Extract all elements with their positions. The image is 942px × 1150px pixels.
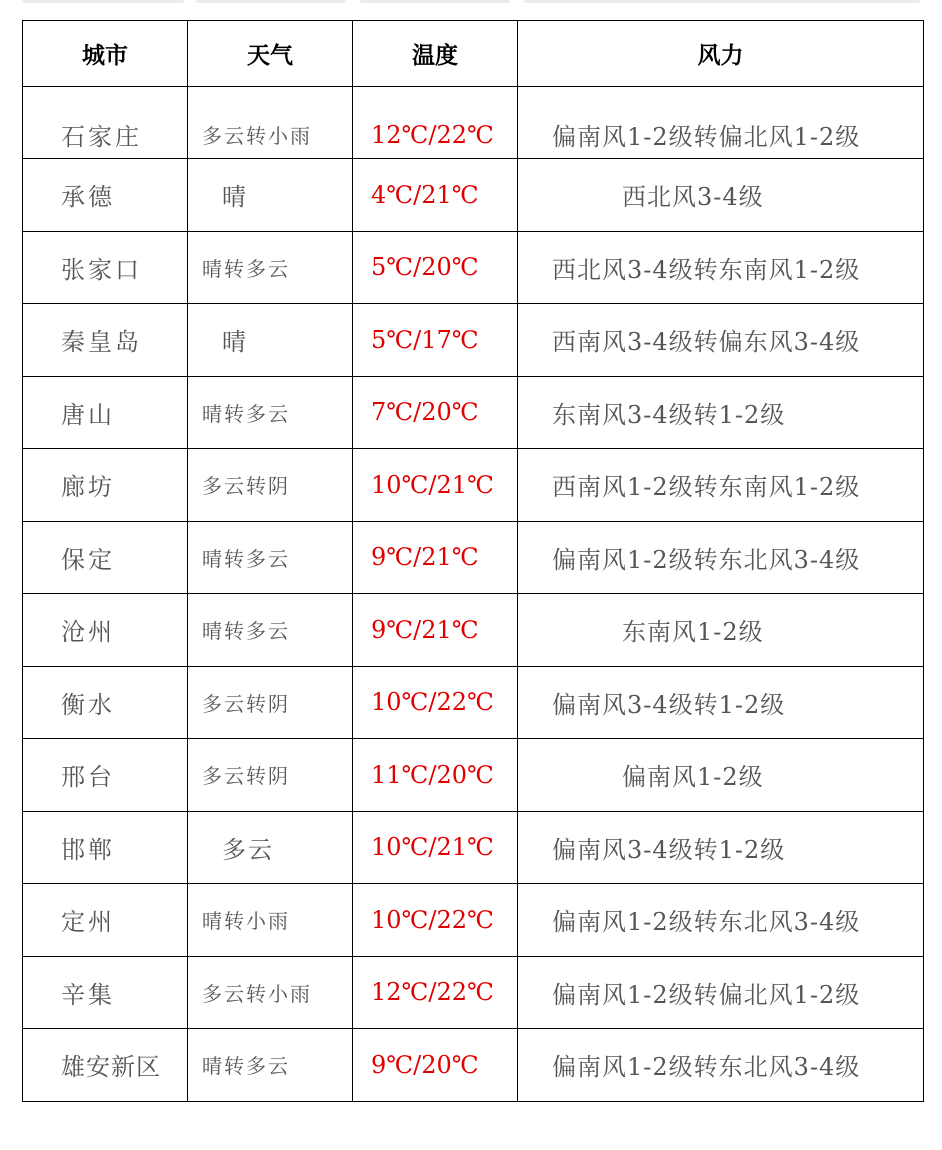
header-wind: 风力 [518,21,924,87]
wind-cell: 偏南风1-2级转偏北风1-2级 [518,87,924,159]
temperature-cell: 9℃/21℃ [353,521,518,594]
city-cell: 保定 [23,521,188,594]
wind-cell: 偏南风3-4级转1-2级 [518,811,924,884]
city-cell: 石家庄 [23,87,188,159]
city-cell: 承德 [23,159,188,232]
table-row [23,666,924,739]
temperature-cell: 9℃/20℃ [353,1029,518,1102]
city-cell: 唐山 [23,376,188,449]
table-row [23,87,924,159]
temperature-cell: 10℃/21℃ [353,811,518,884]
wind-cell: 西北风3-4级 [518,159,924,232]
city-cell: 辛集 [23,956,188,1029]
weather-cell: 多云转小雨 [188,956,353,1029]
weather-cell: 晴转多云 [188,231,353,304]
city-cell: 沧州 [23,594,188,667]
weather-cell: 晴 [188,304,353,377]
wind-cell: 偏南风3-4级转1-2级 [518,666,924,739]
table-row [23,811,924,884]
city-cell: 衡水 [23,666,188,739]
weather-cell: 多云转阴 [188,666,353,739]
temperature-cell: 10℃/21℃ [353,449,518,522]
table-row [23,739,924,812]
table-row [23,956,924,1029]
wind-cell: 偏南风1-2级转偏北风1-2级 [518,956,924,1029]
header-weather: 天气 [188,21,353,87]
wind-cell: 东南风1-2级 [518,594,924,667]
city-cell: 秦皇岛 [23,304,188,377]
weather-cell: 多云转阴 [188,449,353,522]
wind-cell: 偏南风1-2级转东北风3-4级 [518,884,924,957]
temperature-cell: 12℃/22℃ [353,956,518,1029]
table-row [23,159,924,232]
temperature-cell: 10℃/22℃ [353,884,518,957]
weather-cell: 晴转多云 [188,1029,353,1102]
city-cell: 定州 [23,884,188,957]
weather-cell: 晴转多云 [188,376,353,449]
wind-cell: 偏南风1-2级转东北风3-4级 [518,1029,924,1102]
temperature-cell: 5℃/17℃ [353,304,518,377]
header-city: 城市 [23,21,188,87]
table-row [23,594,924,667]
temperature-cell: 4℃/21℃ [353,159,518,232]
table-row [23,884,924,957]
weather-cell: 多云 [188,811,353,884]
city-cell: 廊坊 [23,449,188,522]
weather-forecast-table [22,20,924,1102]
wind-cell: 偏南风1-2级 [518,739,924,812]
temperature-cell: 9℃/21℃ [353,594,518,667]
temperature-cell: 10℃/22℃ [353,666,518,739]
wind-cell: 偏南风1-2级转东北风3-4级 [518,521,924,594]
temperature-cell: 7℃/20℃ [353,376,518,449]
table-row [23,449,924,522]
table-row [23,304,924,377]
weather-cell: 晴转多云 [188,521,353,594]
table-row [23,376,924,449]
temperature-cell: 11℃/20℃ [353,739,518,812]
table-row [23,521,924,594]
table-row [23,1029,924,1102]
wind-cell: 西北风3-4级转东南风1-2级 [518,231,924,304]
city-cell: 邯郸 [23,811,188,884]
temperature-cell: 12℃/22℃ [353,87,518,159]
table-header-row [23,21,924,87]
header-temperature: 温度 [353,21,518,87]
city-cell: 雄安新区 [23,1029,188,1102]
table-row [23,231,924,304]
top-decorative-strip [0,0,942,4]
weather-cell: 晴 [188,159,353,232]
weather-cell: 多云转小雨 [188,87,353,159]
temperature-cell: 5℃/20℃ [353,231,518,304]
weather-cell: 多云转阴 [188,739,353,812]
city-cell: 邢台 [23,739,188,812]
weather-cell: 晴转多云 [188,594,353,667]
wind-cell: 东南风3-4级转1-2级 [518,376,924,449]
weather-cell: 晴转小雨 [188,884,353,957]
wind-cell: 西南风1-2级转东南风1-2级 [518,449,924,522]
wind-cell: 西南风3-4级转偏东风3-4级 [518,304,924,377]
city-cell: 张家口 [23,231,188,304]
